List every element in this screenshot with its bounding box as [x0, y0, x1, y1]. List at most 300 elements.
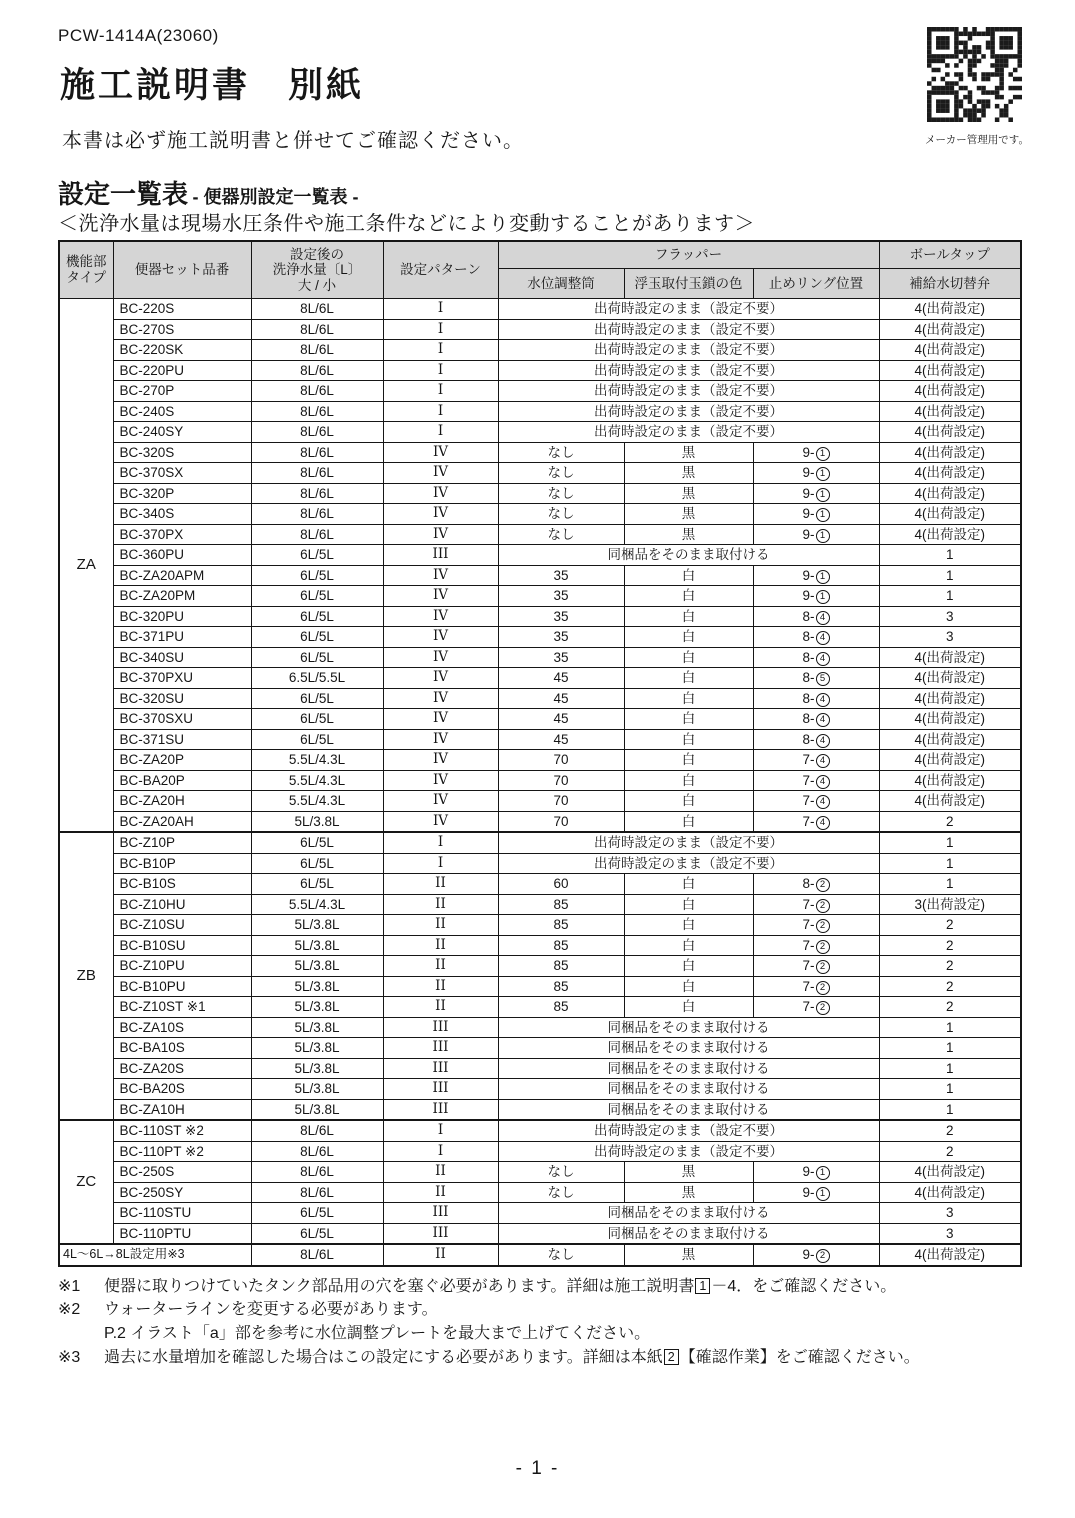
cell-model: BC-240S: [113, 401, 251, 422]
cell-pattern: IV: [383, 524, 498, 545]
cell-volume: 6L/5L: [251, 1223, 383, 1244]
cell-volume: 5L/3.8L: [251, 811, 383, 832]
cell-volume: 6L/5L: [251, 853, 383, 874]
header-water-level-tube: 水位調整筒: [498, 269, 624, 299]
cell-model: BC-Z10ST ※1: [113, 997, 251, 1018]
cell-pattern: II: [383, 956, 498, 977]
header-float-chain-color: 浮玉取付玉鎖の色: [624, 269, 753, 299]
cell-float-chain-color: 黒: [624, 1162, 753, 1183]
cell-model: BC-ZA20AH: [113, 811, 251, 832]
cell-water-level-tube: 35: [498, 627, 624, 648]
cell-model: BC-110PTU: [113, 1223, 251, 1244]
circled-number: 2: [816, 878, 830, 892]
cell-water-level-tube: 85: [498, 976, 624, 997]
cell-model: BC-270S: [113, 319, 251, 340]
cell-model: BC-ZA10S: [113, 1017, 251, 1038]
cell-balltap: 4(出荷設定): [879, 401, 1021, 422]
header-flush-volume: 設定後の 洗浄水量〔L〕 大 / 小: [251, 241, 383, 299]
cell-volume: 5.5L/4.3L: [251, 770, 383, 791]
cell-model: BC-250S: [113, 1162, 251, 1183]
cell-flapper-span: 出荷時設定のまま（設定不要）: [498, 381, 879, 402]
cell-stop-ring-position: 8- 5: [753, 668, 879, 689]
cell-pattern: I: [383, 1141, 498, 1162]
cell-balltap: 4(出荷設定): [879, 688, 1021, 709]
content-area: [58, 240, 1021, 1369]
table-row: [59, 1099, 1021, 1120]
cell-model: BC-370SXU: [113, 709, 251, 730]
cell-volume: 6L/5L: [251, 627, 383, 648]
circled-number: 1: [816, 488, 830, 502]
table-row: [59, 340, 1021, 361]
cell-model: BC-320S: [113, 442, 251, 463]
circled-number: 4: [816, 631, 830, 645]
cell-flapper-span: 出荷時設定のまま（設定不要）: [498, 832, 879, 853]
table-row: [59, 935, 1021, 956]
circled-number: 4: [816, 754, 830, 768]
cell-flapper-span: 同梱品をそのまま取付ける: [498, 1223, 879, 1244]
cell-float-chain-color: 白: [624, 935, 753, 956]
cell-water-level-tube: 85: [498, 915, 624, 936]
cell-stop-ring-position: 9- 1: [753, 1182, 879, 1203]
cell-pattern: II: [383, 976, 498, 997]
cell-volume: 5L/3.8L: [251, 997, 383, 1018]
cell-pattern: IV: [383, 668, 498, 689]
cell-stop-ring-position: 8- 4: [753, 688, 879, 709]
table-row: [59, 401, 1021, 422]
circled-number: 1: [816, 570, 830, 584]
table-row: [59, 750, 1021, 771]
cell-water-level-tube: 35: [498, 606, 624, 627]
cell-volume: 8L/6L: [251, 340, 383, 361]
cell-balltap: 3: [879, 606, 1021, 627]
cell-model: BC-340SU: [113, 647, 251, 668]
cell-stop-ring-position: 9- 1: [753, 483, 879, 504]
cell-flapper-span: 同梱品をそのまま取付ける: [498, 1079, 879, 1100]
circled-number: 4: [816, 693, 830, 707]
cell-pattern: I: [383, 360, 498, 381]
cell-model: BC-BA20P: [113, 770, 251, 791]
page-number: - 1 -: [515, 1458, 560, 1479]
table-row: [59, 1120, 1021, 1141]
cell-balltap: 3: [879, 627, 1021, 648]
cell-balltap: 1: [879, 1038, 1021, 1059]
cell-pattern: I: [383, 299, 498, 320]
cell-pattern: I: [383, 853, 498, 874]
qr-caption: メーカー管理用です。: [925, 134, 1029, 146]
cell-stop-ring-position: 9- 2: [753, 1244, 879, 1266]
cell-float-chain-color: 白: [624, 729, 753, 750]
table-body: [59, 299, 1021, 1266]
cell-pattern: IV: [383, 709, 498, 730]
cell-model: BC-320SU: [113, 688, 251, 709]
cell-balltap: 1: [879, 1017, 1021, 1038]
settings-table: [58, 240, 1022, 1267]
cell-volume: 8L/6L: [251, 1162, 383, 1183]
cell-water-level-tube: なし: [498, 524, 624, 545]
cell-volume: 8L/6L: [251, 524, 383, 545]
cell-float-chain-color: 白: [624, 997, 753, 1018]
table-row: [59, 606, 1021, 627]
cell-model: BC-ZA20PM: [113, 586, 251, 607]
table-row: [59, 668, 1021, 689]
cell-model: BC-240SY: [113, 422, 251, 443]
table-row: [59, 1182, 1021, 1203]
cell-flapper-span: 出荷時設定のまま（設定不要）: [498, 360, 879, 381]
cell-balltap: 4(出荷設定): [879, 442, 1021, 463]
cell-stop-ring-position: 9- 1: [753, 442, 879, 463]
cell-pattern: II: [383, 1162, 498, 1183]
cell-stop-ring-position: 9- 1: [753, 524, 879, 545]
table-row: [59, 360, 1021, 381]
table-row: [59, 1162, 1021, 1183]
table-row: [59, 811, 1021, 832]
circled-number: 4: [816, 611, 830, 625]
cell-model: BC-110ST ※2: [113, 1120, 251, 1141]
cell-stop-ring-position: 9- 1: [753, 565, 879, 586]
header-setting-pattern: 設定パターン: [383, 241, 498, 299]
cell-model: BC-Z10P: [113, 832, 251, 853]
table-row: [59, 1141, 1021, 1162]
circled-number: 4: [816, 775, 830, 789]
cell-volume: 5L/3.8L: [251, 1099, 383, 1120]
table-row: [59, 422, 1021, 443]
cell-float-chain-color: 白: [624, 811, 753, 832]
cell-volume: 8L/6L: [251, 1141, 383, 1162]
cell-volume: 5.5L/4.3L: [251, 750, 383, 771]
footnote-text: 過去に水量増加を確認した場合はこの設定にする必要があります。詳細は本紙 2 【確認作業】をご確認ください。: [104, 1348, 920, 1366]
cell-model: BC-110STU: [113, 1203, 251, 1224]
cell-water-level-tube: 85: [498, 997, 624, 1018]
cell-flapper-span: 同梱品をそのまま取付ける: [498, 545, 879, 566]
cell-model: BC-Z10HU: [113, 894, 251, 915]
cell-volume: 6L/5L: [251, 586, 383, 607]
cell-group-label-merged: 4L～6L→8L設定用※3: [59, 1244, 251, 1266]
table-row: [59, 976, 1021, 997]
table-row: [59, 709, 1021, 730]
circled-number: 1: [816, 467, 830, 481]
circled-number: 4: [816, 816, 830, 830]
cell-volume: 6L/5L: [251, 709, 383, 730]
circled-number: 2: [816, 940, 830, 954]
table-row: [59, 319, 1021, 340]
cell-volume: 6.5L/5.5L: [251, 668, 383, 689]
cell-float-chain-color: 黒: [624, 524, 753, 545]
cell-pattern: I: [383, 340, 498, 361]
cell-group-label: ZA: [59, 299, 113, 833]
cell-volume: 8L/6L: [251, 401, 383, 422]
circled-number: 2: [816, 981, 830, 995]
cell-stop-ring-position: 8- 4: [753, 729, 879, 750]
circled-number: 1: [816, 1166, 830, 1180]
cell-float-chain-color: 白: [624, 791, 753, 812]
cell-balltap: 2: [879, 915, 1021, 936]
cell-balltap: 4(出荷設定): [879, 299, 1021, 320]
cell-volume: 8L/6L: [251, 442, 383, 463]
cell-volume: 5L/3.8L: [251, 1038, 383, 1059]
cell-float-chain-color: 黒: [624, 1244, 753, 1266]
cell-balltap: 4(出荷設定): [879, 524, 1021, 545]
cell-volume: 8L/6L: [251, 1182, 383, 1203]
cell-pattern: I: [383, 832, 498, 853]
cell-pattern: IV: [383, 729, 498, 750]
cell-water-level-tube: なし: [498, 1162, 624, 1183]
cell-balltap: 4(出荷設定): [879, 770, 1021, 791]
cell-stop-ring-position: 8- 4: [753, 709, 879, 730]
cell-model: BC-320PU: [113, 606, 251, 627]
cell-balltap: 2: [879, 811, 1021, 832]
footnote-text: P.2 イラスト「a」部を参考に水位調整プレートを最大まで上げてください。: [104, 1324, 651, 1342]
cell-flapper-span: 出荷時設定のまま（設定不要）: [498, 340, 879, 361]
cell-volume: 8L/6L: [251, 319, 383, 340]
page-title: 施工説明書 別紙: [60, 66, 365, 105]
table-row: [59, 729, 1021, 750]
cell-balltap: 2: [879, 976, 1021, 997]
cell-pattern: III: [383, 1079, 498, 1100]
header-supply-valve: 補給水切替弁: [879, 269, 1021, 299]
cell-volume: 6L/5L: [251, 545, 383, 566]
cell-model: BC-ZA10H: [113, 1099, 251, 1120]
circled-number: 5: [816, 672, 830, 686]
cell-balltap: 4(出荷設定): [879, 422, 1021, 443]
cell-water-level-tube: 70: [498, 791, 624, 812]
circled-number: 1: [816, 1187, 830, 1201]
cell-water-level-tube: なし: [498, 504, 624, 525]
cell-model: BC-320P: [113, 483, 251, 504]
cell-balltap: 2: [879, 1141, 1021, 1162]
cell-model: BC-270P: [113, 381, 251, 402]
cell-balltap: 4(出荷設定): [879, 750, 1021, 771]
cell-pattern: IV: [383, 586, 498, 607]
table-row: [59, 1058, 1021, 1079]
circled-number: 2: [816, 960, 830, 974]
cell-model: BC-220PU: [113, 360, 251, 381]
table-row: [59, 627, 1021, 648]
cell-water-level-tube: なし: [498, 483, 624, 504]
cell-stop-ring-position: 9- 1: [753, 504, 879, 525]
cell-float-chain-color: 白: [624, 627, 753, 648]
cell-volume: 5.5L/4.3L: [251, 894, 383, 915]
cell-balltap: 1: [879, 586, 1021, 607]
cell-flapper-span: 出荷時設定のまま（設定不要）: [498, 299, 879, 320]
cell-model: BC-370PXU: [113, 668, 251, 689]
cell-model: BC-ZA20S: [113, 1058, 251, 1079]
cell-model: BC-371PU: [113, 627, 251, 648]
cell-balltap: 4(出荷設定): [879, 1182, 1021, 1203]
cell-balltap: 1: [879, 545, 1021, 566]
cell-pattern: II: [383, 874, 498, 895]
cell-water-level-tube: 45: [498, 668, 624, 689]
cell-pattern: IV: [383, 606, 498, 627]
cell-balltap: 4(出荷設定): [879, 1244, 1021, 1266]
cell-model: BC-ZA20APM: [113, 565, 251, 586]
cell-float-chain-color: 黒: [624, 1182, 753, 1203]
cell-flapper-span: 出荷時設定のまま（設定不要）: [498, 853, 879, 874]
table-row: [59, 1223, 1021, 1244]
cell-stop-ring-position: 9- 1: [753, 1162, 879, 1183]
cell-balltap: 4(出荷設定): [879, 319, 1021, 340]
circled-number: 4: [816, 713, 830, 727]
section-title: 設定一覧表: [58, 179, 189, 209]
header-balltap: ボールタップ: [879, 241, 1021, 269]
cell-pattern: IV: [383, 483, 498, 504]
table-row: [59, 381, 1021, 402]
cell-pattern: I: [383, 422, 498, 443]
cell-balltap: 1: [879, 832, 1021, 853]
cell-float-chain-color: 白: [624, 565, 753, 586]
header-model: 便器セット品番: [113, 241, 251, 299]
cell-stop-ring-position: 7- 2: [753, 976, 879, 997]
cell-group-label: ZB: [59, 832, 113, 1120]
cell-balltap: 4(出荷設定): [879, 360, 1021, 381]
footnote-mark: ※3: [58, 1348, 81, 1366]
cell-pattern: IV: [383, 791, 498, 812]
footnote-row: [58, 1276, 1021, 1299]
cell-balltap: 1: [879, 853, 1021, 874]
cell-stop-ring-position: 7- 2: [753, 935, 879, 956]
cell-stop-ring-position: 7- 2: [753, 894, 879, 915]
cell-model: BC-ZA20P: [113, 750, 251, 771]
cell-balltap: 4(出荷設定): [879, 709, 1021, 730]
cell-volume: 5L/3.8L: [251, 1058, 383, 1079]
cell-float-chain-color: 白: [624, 956, 753, 977]
cell-balltap: 4(出荷設定): [879, 463, 1021, 484]
cell-stop-ring-position: 7- 2: [753, 915, 879, 936]
cell-float-chain-color: 黒: [624, 442, 753, 463]
cell-volume: 8L/6L: [251, 1244, 383, 1266]
cell-pattern: I: [383, 1120, 498, 1141]
cell-stop-ring-position: 7- 4: [753, 750, 879, 771]
cell-pattern: I: [383, 381, 498, 402]
header-flapper: フラッパー: [498, 241, 879, 269]
header-function-type: 機能部 タイプ: [59, 241, 113, 299]
table-row: [59, 1203, 1021, 1224]
document-code: PCW-1414A(23060): [58, 26, 219, 45]
boxed-number: 1: [695, 1278, 710, 1294]
cell-stop-ring-position: 7- 4: [753, 811, 879, 832]
footnotes: [58, 1276, 1021, 1370]
cell-pattern: IV: [383, 463, 498, 484]
cell-stop-ring-position: 8- 2: [753, 874, 879, 895]
cell-balltap: 4(出荷設定): [879, 668, 1021, 689]
cell-float-chain-color: 黒: [624, 504, 753, 525]
cell-volume: 5L/3.8L: [251, 1017, 383, 1038]
cell-volume: 6L/5L: [251, 647, 383, 668]
cell-pattern: II: [383, 935, 498, 956]
cell-pattern: IV: [383, 688, 498, 709]
circled-number: 2: [816, 1249, 830, 1263]
cell-water-level-tube: 85: [498, 894, 624, 915]
header-row-1: [59, 241, 1021, 269]
table-row: [59, 299, 1021, 320]
cell-water-level-tube: 70: [498, 750, 624, 771]
cell-flapper-span: 出荷時設定のまま（設定不要）: [498, 422, 879, 443]
circled-number: 2: [816, 1001, 830, 1015]
footnote-mark: ※2: [58, 1301, 81, 1319]
cell-volume: 8L/6L: [251, 483, 383, 504]
cell-group-label: ZC: [59, 1120, 113, 1244]
cell-float-chain-color: 白: [624, 874, 753, 895]
cell-model: BC-370SX: [113, 463, 251, 484]
table-row: [59, 1079, 1021, 1100]
cell-stop-ring-position: 7- 2: [753, 956, 879, 977]
cell-model: BC-BA10S: [113, 1038, 251, 1059]
cell-float-chain-color: 白: [624, 750, 753, 771]
footnote-text: 便器に取りつけていたタンク部品用の穴を塞ぐ必要があります。詳細は施工説明書 1 －4．をご確認ください。: [104, 1277, 897, 1295]
footnote-row: [58, 1347, 1021, 1370]
table-row: [59, 874, 1021, 895]
cell-stop-ring-position: 8- 4: [753, 627, 879, 648]
table-row: [59, 853, 1021, 874]
cell-pattern: III: [383, 1099, 498, 1120]
cell-volume: 8L/6L: [251, 504, 383, 525]
cell-flapper-span: 出荷時設定のまま（設定不要）: [498, 319, 879, 340]
section-subtitle: - 便器別設定一覧表 -: [192, 187, 359, 207]
cell-float-chain-color: 白: [624, 647, 753, 668]
cell-volume: 5L/3.8L: [251, 956, 383, 977]
table-row: [59, 956, 1021, 977]
table-row: [59, 832, 1021, 853]
cell-volume: 5L/3.8L: [251, 1079, 383, 1100]
cell-balltap: 3: [879, 1223, 1021, 1244]
cell-volume: 6L/5L: [251, 565, 383, 586]
circled-number: 4: [816, 652, 830, 666]
section-heading: [58, 174, 358, 211]
cell-balltap: 4(出荷設定): [879, 647, 1021, 668]
cell-model: BC-370PX: [113, 524, 251, 545]
cell-model: BC-B10SU: [113, 935, 251, 956]
cell-model: BC-250SY: [113, 1182, 251, 1203]
cell-water-level-tube: なし: [498, 1182, 624, 1203]
cell-model: BC-371SU: [113, 729, 251, 750]
cell-float-chain-color: 黒: [624, 463, 753, 484]
cell-float-chain-color: 白: [624, 976, 753, 997]
cell-water-level-tube: 35: [498, 586, 624, 607]
cell-pattern: III: [383, 1223, 498, 1244]
table-row: [59, 1038, 1021, 1059]
cell-water-level-tube: なし: [498, 442, 624, 463]
cell-float-chain-color: 白: [624, 915, 753, 936]
cell-flapper-span: 同梱品をそのまま取付ける: [498, 1203, 879, 1224]
cell-pattern: IV: [383, 750, 498, 771]
cell-balltap: 4(出荷設定): [879, 381, 1021, 402]
table-row: [59, 483, 1021, 504]
cell-flapper-span: 同梱品をそのまま取付ける: [498, 1058, 879, 1079]
cell-balltap: 1: [879, 1058, 1021, 1079]
cell-model: BC-220S: [113, 299, 251, 320]
footnote-text: ウォーターラインを変更する必要があります。: [104, 1301, 438, 1319]
section-note: ＜洗浄水量は現場水圧条件や施工条件などにより変動することがあります＞: [58, 213, 755, 235]
cell-volume: 8L/6L: [251, 422, 383, 443]
cell-water-level-tube: 85: [498, 956, 624, 977]
table-row: [59, 524, 1021, 545]
cell-volume: 5.5L/4.3L: [251, 791, 383, 812]
cell-volume: 8L/6L: [251, 463, 383, 484]
cell-model: BC-BA20S: [113, 1079, 251, 1100]
cell-pattern: IV: [383, 811, 498, 832]
cell-volume: 8L/6L: [251, 1120, 383, 1141]
circled-number: 2: [816, 919, 830, 933]
cell-volume: 8L/6L: [251, 299, 383, 320]
footnote-row: [58, 1299, 1021, 1322]
cell-flapper-span: 同梱品をそのまま取付ける: [498, 1017, 879, 1038]
table-row: [59, 545, 1021, 566]
table-row: [59, 1244, 1021, 1266]
qr-code-icon: [927, 27, 1022, 122]
cell-volume: 5L/3.8L: [251, 976, 383, 997]
cell-stop-ring-position: 7- 4: [753, 791, 879, 812]
cell-float-chain-color: 白: [624, 606, 753, 627]
boxed-number: 2: [664, 1349, 679, 1365]
